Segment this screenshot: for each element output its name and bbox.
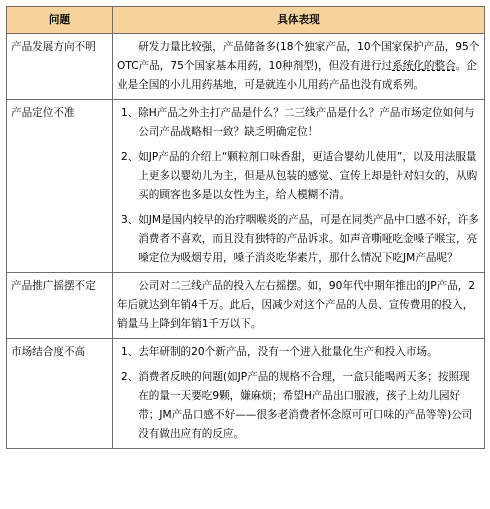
row-issue: 产品定位不准 (7, 100, 113, 273)
header-problem: 问题 (7, 7, 113, 34)
table-row (7, 273, 485, 339)
description-paragraph (117, 38, 480, 95)
item-number: 3、 (121, 214, 139, 226)
item-text: 如JM是国内较早的治疗咽喉炎的产品，可是在同类产品中口感不好，许多消费者不喜欢，而且没有独特的产品诉求。如声音嘶哑吃金嗓子喉宝，亮嗓定位为吸烟专用，嗓子消炎吃华素片，那什么情况下吃JM产品呢？ (138, 214, 479, 264)
table-row (7, 100, 485, 273)
item-number: 2、 (121, 151, 139, 163)
item-number: 1、 (121, 346, 139, 358)
item-text: 去年研制的20个新产品，没有一个进入批量化生产和投入市场。 (138, 346, 438, 358)
table-row (7, 339, 485, 449)
list-item (117, 211, 480, 268)
item-number: 2、 (121, 371, 139, 383)
list-item (117, 368, 480, 444)
description-paragraph: 公司对二三线产品的投入左右摇摆。如，90年代中期年推出的JP产品，2年后就达到年销4千万。此后，因减少对这个产品的人员、宣传费用的投入，销量马上降到年销1千万以下。 (117, 280, 476, 330)
item-text: 除H产品之外主打产品是什么？二三线产品是什么？产品市场定位如何与公司产品战略相一致？缺乏明确定位！ (138, 107, 475, 138)
list-item (117, 343, 480, 362)
list-item (117, 104, 480, 142)
list-item (117, 148, 480, 205)
row-description (113, 339, 485, 449)
underlined-text: 系统化的整合 (392, 60, 456, 72)
row-issue: 产品推广摇摆不定 (7, 273, 113, 339)
table-container (6, 6, 484, 449)
item-text: 消费者反映的问题(如JP产品的规格不合理，一盒只能喝两天多；按照现在的量一天要吃9颗，嫌麻烦；希望H产品出口服液，孩子上幼儿园好带；JM产品口感不好——很多老消费者怀念原可可口味的产品等等)公司没有做出应有的反应。 (138, 371, 473, 440)
description-text: 研发力量比较强，产品储备多(18个独家产品，10个国家保护产品，95个OTC产品，75个国家基本用药，10种剂型)，但没有进行过 (117, 41, 480, 72)
row-issue: 市场结合度不高 (7, 339, 113, 449)
item-number: 1、 (121, 107, 139, 119)
row-description (113, 100, 485, 273)
problems-table (6, 6, 485, 449)
row-description (113, 34, 485, 100)
row-issue: 产品发展方向不明 (7, 34, 113, 100)
table-row (7, 34, 485, 100)
description-text: 。企业是全国的小儿用药基地，可是就连小儿用药产品也没有成系列。 (117, 60, 477, 91)
header-details: 具体表现 (113, 7, 485, 34)
table-header-row (7, 7, 485, 34)
item-text: 如JP产品的介绍上“颗粒剂口味香甜，更适合婴幼儿使用”，以及用法服量上更多以婴幼儿为主，但是从包装的感觉、宣传上却是针对妇女的，从购买的顾客也多是以女性为主，给人模糊不清。 (138, 151, 478, 201)
row-description (113, 273, 485, 339)
